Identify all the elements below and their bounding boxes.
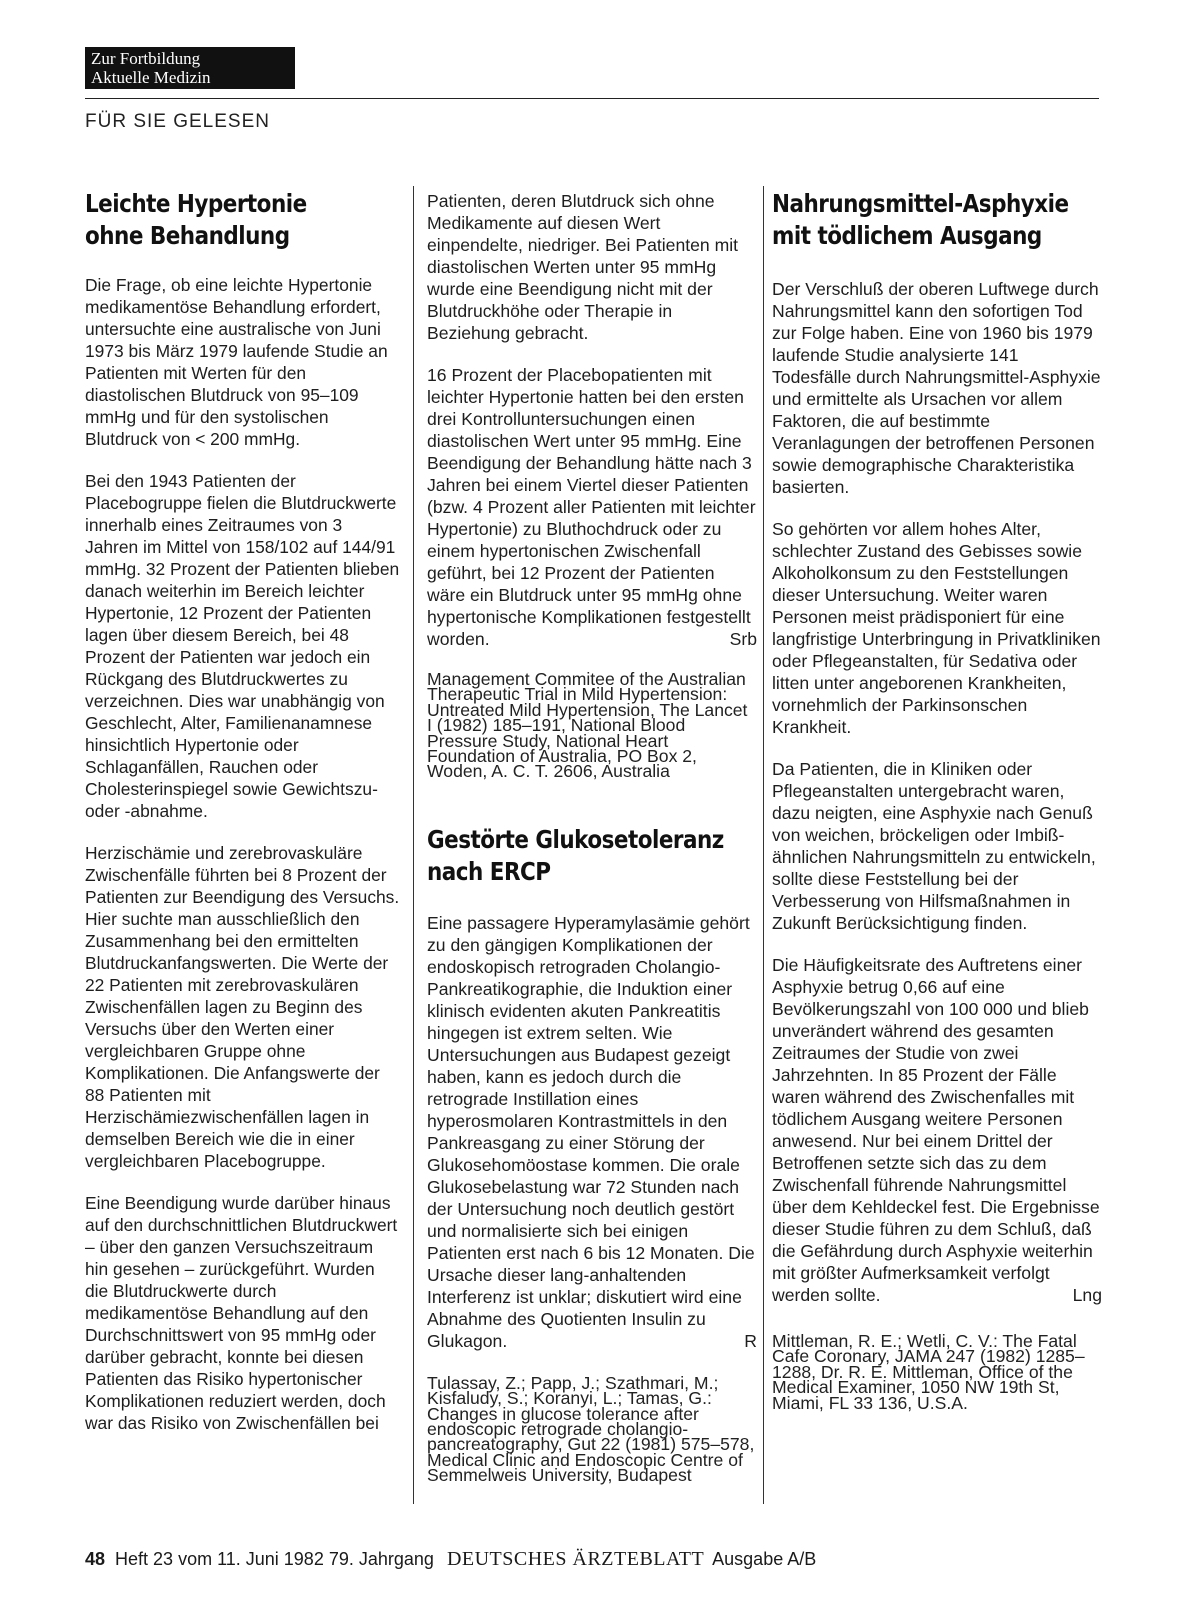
- page-footer: [85, 1548, 816, 1571]
- article2-title-line-1: Gestörte Glukosetoleranz: [427, 824, 724, 854]
- edition-info: Ausgabe A/B: [712, 1549, 817, 1569]
- column-2: [427, 190, 757, 1484]
- article3-paragraph-signed: [772, 954, 1102, 1306]
- article3-title: [772, 188, 1102, 278]
- article3-title-line-1: Nahrungsmittel-Asphyxie: [772, 189, 1069, 218]
- column-divider-1: [413, 186, 414, 1504]
- kicker-line-1: Zur Fortbildung: [91, 49, 201, 68]
- issue-info: Heft 23 vom 11. Juni 1982 79. Jahrgang: [115, 1549, 434, 1569]
- article3-paragraph: Da Patienten, die in Kliniken oder Pflegeanstalten untergebracht waren, dazu neigten, eine Asphyxie nach Genuß von weichen, bröckeligen oder Imbiß-ähnlichen Nahrungsmitteln zu entwickeln, sollte diese Feststellung bei der Verbesserung von Hilfsmaßnahmen in Zukunft Berücksichtigung finden.: [772, 759, 1096, 933]
- article1-reference: Management Commitee of the Australian Therapeutic Trial in Mild Hypertension: Untreated Mild Hypertension, The Lancet I (1982) 185–191, National Blood Pressure Study, National Heart Foundation of Australia, PO Box 2, Woden, A. C. T. 2606, Australia: [427, 669, 748, 782]
- section-kicker: [85, 47, 295, 89]
- article3-paragraph: Der Verschluß der oberen Luftwege durch Nahrungsmittel kann den sofortigen Tod zur Folge haben. Eine von 1960 bis 1979 laufende Studie analysierte 141 Todesfälle durch Nahrungsmittel-Asphyxie und ermittelte als Ursachen vor allem Faktoren, die auf bestimmte Veranlagungen der betroffenen Personen sowie demographische Charakteristika basierten.: [772, 279, 1101, 497]
- header-rule: [85, 98, 1099, 99]
- article1-paragraph: Bei den 1943 Patienten der Placebogruppe fielen die Blutdruckwerte innerhalb eines Zeitraumes von 3 Jahren im Mittel von 158/102 auf 144/91 mmHg. 32 Prozent der Patienten blieben danach weiterhin im Bereich leichter Hypertonie, 12 Prozent der Patienten lagen über diesem Bereich, bei 48 Prozent der Patienten war jedoch ein Rückgang des Blutdruckwertes zu verzeichnen. Dies war unabhängig von Geschlecht, Alter, Familienanamnese hinsichtlich Hypertonie oder Schlaganfällen, Rauchen oder Cholesterinspiegel sowie Gewichtszu- oder -abnahme.: [85, 471, 400, 821]
- article1-title: [85, 188, 400, 274]
- page-number: 48: [85, 1549, 106, 1569]
- article2-title: [427, 824, 757, 912]
- kicker-line-2: Aktuelle Medizin: [91, 68, 211, 87]
- article1-paragraph: Die Frage, ob eine leichte Hypertonie medikamentöse Behandlung erfordert, untersuchte eine australische von Juni 1973 bis März 1979 laufende Studie an Patienten mit Werten für den diastolischen Blutdruck von 95–109 mmHg und für den systolischen Blutdruck von < 200 mmHg.: [85, 275, 388, 449]
- article1-paragraph: Herzischämie und zerebrovaskuläre Zwischenfälle führten bei 8 Prozent der Patienten zur Beendigung des Versuchs. Hier suchte man ausschließlich den Zusammenhang bei den ermittelten Blutdruckanfangswerten. Die Werte der 22 Patienten mit zerebrovaskulären Zwischenfällen lagen zu Beginn des Versuchs über den Werten einer vergleichbaren Gruppe ohne Komplikationen. Die Anfangswerte der 88 Patienten mit Herzischämiezwischenfällen lagen in demselben Bereich wie die in einer vergleichbaren Placebogruppe.: [85, 843, 400, 1171]
- article2-signature: R: [744, 1330, 757, 1351]
- article1-title-line-2: ohne Behandlung: [85, 221, 290, 250]
- column-divider-2: [763, 186, 764, 1504]
- article3-signature: Lng: [1072, 1285, 1102, 1305]
- article1-paragraph: 16 Prozent der Placebopatienten mit leichter Hypertonie hatten bei den ersten drei Kontrolluntersuchungen einen diastolischen Wert unter 95 mmHg. Eine Beendigung der Behandlung hätte nach 3 Jahren bei einem Viertel dieser Patienten (bzw. 4 Prozent aller Patienten mit leichter Hypertonie) zu Bluthochdruck oder zu einem hypertonischen Zwischenfall geführt, bei 12 Prozent der Patienten wäre ein Blutdruck unter 95 mmHg ohne hypertonische Komplikationen festgestellt worden.: [427, 365, 756, 649]
- column-3: [772, 188, 1102, 1411]
- article3-paragraph: Die Häufigkeitsrate des Auftretens einer Asphyxie betrug 0,66 auf eine Bevölkerungszahl von 100 000 und blieb unverändert während des gesamten Zeitraumes der Studie von zwei Jahrzehnten. In 85 Prozent der Fälle waren während des Zwischenfalles mit tödlichem Ausgang weitere Personen anwesend. Nur bei einem Drittel der Betroffenen setzte sich das zu dem Zwischenfall führende Nahrungsmittel über dem Kehldeckel fest. Die Ergebnisse dieser Studie führen zu dem Schluß, daß die Gefährdung durch Asphyxie weiterhin mit größter Aufmerksamkeit verfolgt werden sollte.: [772, 955, 1100, 1305]
- article1-paragraph: Patienten, deren Blutdruck sich ohne Medikamente auf diesen Wert einpendelte, niedriger. Bei Patienten mit diastolischen Werten unter 95 mmHg wurde eine Beendigung nicht mit der Blutdruckhöhe oder Therapie in Beziehung gebracht.: [427, 191, 739, 343]
- article2-paragraph: Eine passagere Hyperamylasämie gehört zu den gängigen Komplikationen der endoskopisch retrograden Cholangio-Pankreatikographie, die Induktion einer klinisch evidenten akuten Pankreatitis hingegen ist extrem selten. Wie Untersuchungen aus Budapest gezeigt haben, kann es jedoch durch die retrograde Instillation eines hyperosmolaren Kontrastmittels in den Pankreasgang zu einer Störung der Glukosehomöostase kommen. Die orale Glukosebelastung war 72 Stunden nach der Untersuchung noch deutlich gestört und normalisierte sich bei einigen Patienten erst nach 6 bis 12 Monaten. Die Ursache dieser lang-anhaltenden Interferenz ist unklar; diskutiert wird eine Abnahme des Quotienten Insulin zu Glukagon.: [427, 912, 755, 1351]
- journal-name: DEUTSCHES ÄRZTEBLATT: [446, 1548, 705, 1570]
- article3-title-line-2: mit tödlichem Ausgang: [772, 221, 1042, 250]
- article2-title-line-2: nach ERCP: [427, 856, 551, 886]
- article1-signature: Srb: [729, 629, 757, 649]
- article3-reference: Mittleman, R. E.; Wetli, C. V.: The Fatal Cafe Coronary, JAMA 247 (1982) 1285–1288, Dr. R. E. Mittleman, Office of the Medical Examiner, 1050 NW 19th St, Miami, FL 33 136, U.S.A.: [772, 1331, 1085, 1413]
- article1-paragraph-signed: [427, 364, 757, 650]
- article1-paragraph: Eine Beendigung wurde darüber hinaus auf den durchschnittlichen Blutdruckwert – über den ganzen Versuchszeitraum hin gesehen – zurückgeführt. Wurden die Blutdruckwerte durch medikamentöse Behandlung auf den Durchschnittswert von 95 mmHg oder darüber gebracht, konnte bei diesen Patienten das Risiko hypertonischer Komplikationen reduziert werden, doch war das Risiko von Zwischenfällen bei: [85, 1193, 398, 1433]
- column-1: [85, 188, 400, 1454]
- article2-reference: Tulassay, Z.; Papp, J.; Szathmari, M.; Kisfaludy, S.; Koranyi, L.; Tamas, G.: Changes in glucose tolerance after endoscopic retrograde cholangio-pancreatography, Gut 22 (1981) 575–578, Medical Clinic and Endoscopic Centre of Semmelweis University, Budapest: [427, 1372, 755, 1486]
- article2-paragraph-signed: [427, 912, 757, 1352]
- section-label: FÜR SIE GELESEN: [85, 111, 270, 132]
- article1-title-line-1: Leichte Hypertonie: [85, 189, 307, 218]
- article3-paragraph: So gehörten vor allem hohes Alter, schlechter Zustand des Gebisses sowie Alkoholkonsum zu den Feststellungen dieser Untersuchung. Weiter waren Personen meist prädisponiert für eine langfristige Unterbringung in Privatkliniken oder Pflegeanstalten, für Sedativa oder litten unter angeborenen Krankheiten, vornehmlich der Parkinsonschen Krankheit.: [772, 519, 1101, 737]
